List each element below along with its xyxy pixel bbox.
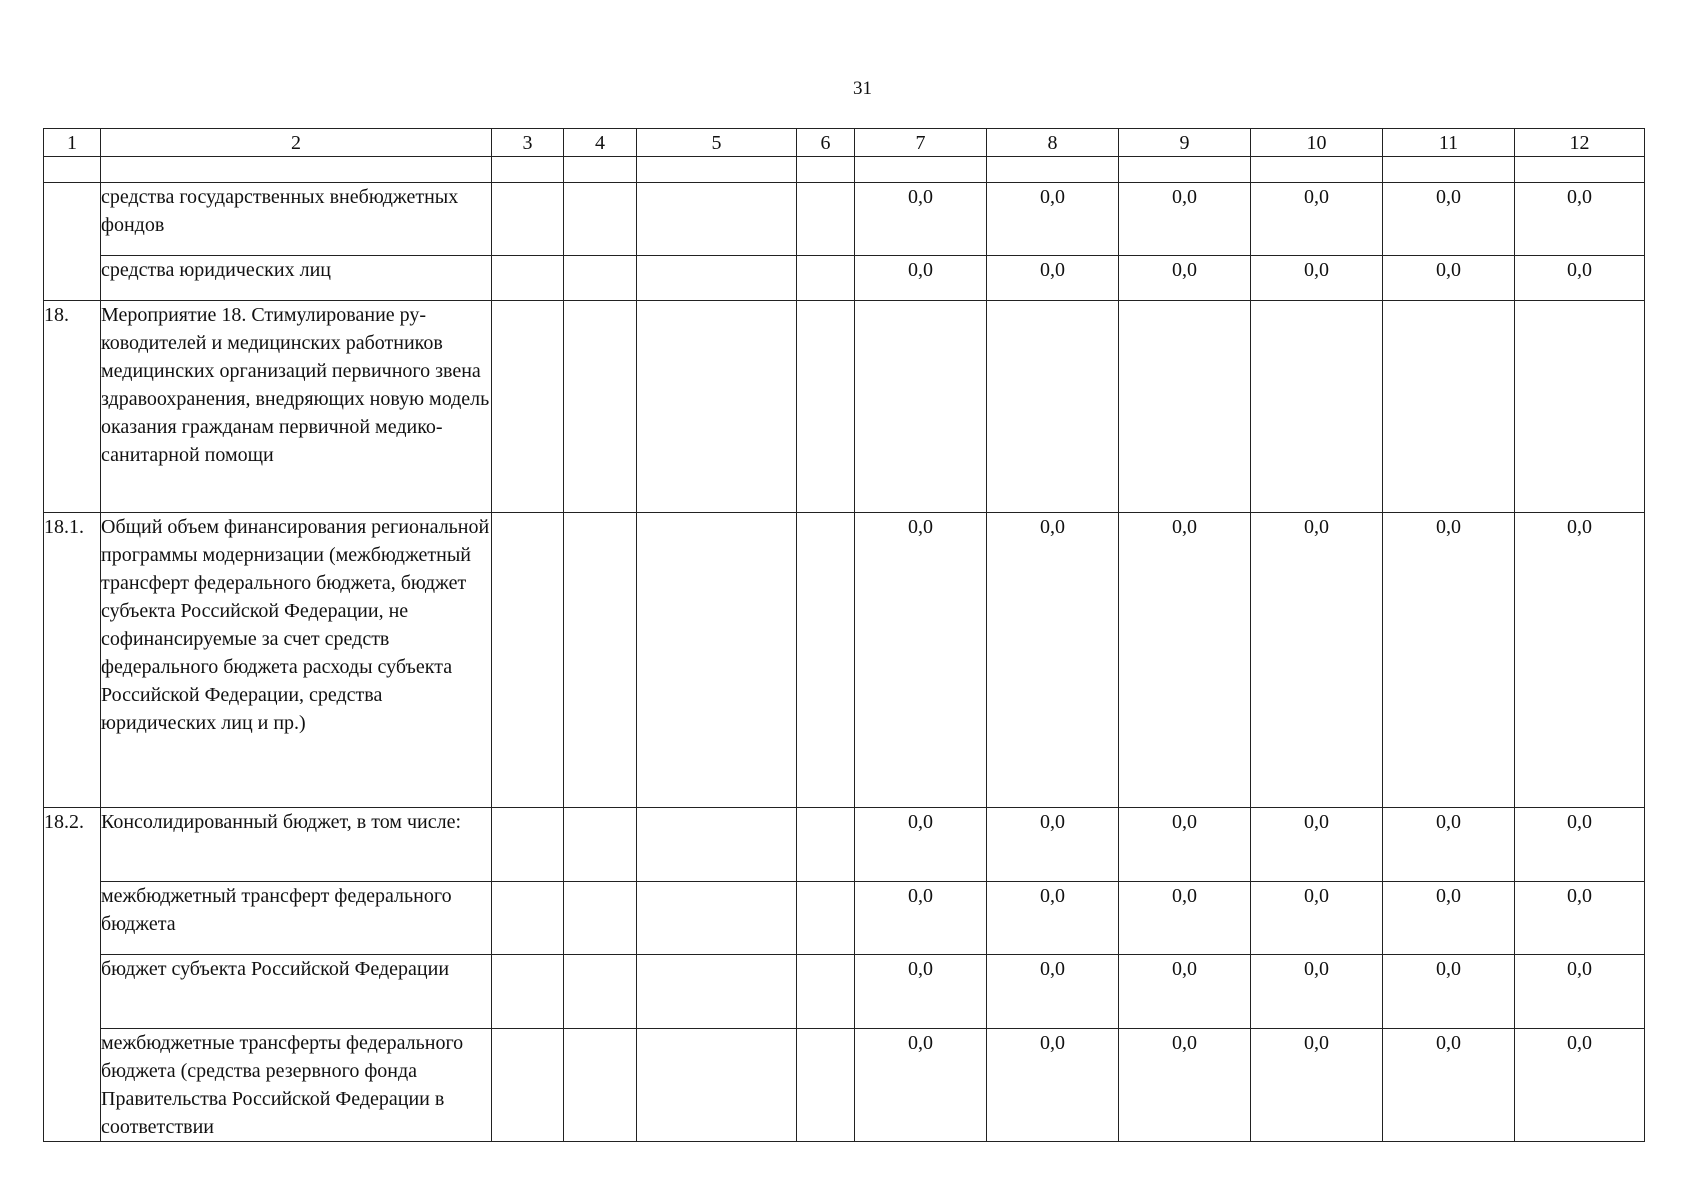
value-cell: 0,0 bbox=[1383, 256, 1515, 301]
column-header: 2 bbox=[101, 129, 492, 157]
value-cell: 0,0 bbox=[855, 955, 987, 1029]
row-description: Мероприятие 18. Стимулирование руководителей и медицинских работников медицинских организаций первичного звена здравоохранения, внедряющих новую модель оказания гражданам первичной медико-санитарной помощи bbox=[101, 301, 492, 513]
table-row bbox=[44, 301, 1645, 513]
spacer-row bbox=[44, 157, 1645, 183]
value-cell: 0,0 bbox=[1119, 256, 1251, 301]
value-cell: 0,0 bbox=[1119, 808, 1251, 882]
value-cell: 0,0 bbox=[855, 1029, 987, 1142]
value-cell: 0,0 bbox=[1515, 882, 1645, 955]
financing-table bbox=[43, 128, 1645, 1142]
table-row bbox=[44, 808, 1645, 882]
value-cell: 0,0 bbox=[987, 882, 1119, 955]
row-description: средства государственных внебюджетных фондов bbox=[101, 183, 492, 256]
value-cell: 0,0 bbox=[1119, 1029, 1251, 1142]
value-cell: 0,0 bbox=[855, 513, 987, 808]
value-cell: 0,0 bbox=[987, 183, 1119, 256]
row-description: межбюджетные трансферты федерального бюджета (средства резервного фонда Правительства Российской Федерации в соответствии bbox=[101, 1029, 492, 1142]
table-row bbox=[44, 513, 1645, 808]
value-cell: 0,0 bbox=[987, 256, 1119, 301]
value-cell: 0,0 bbox=[987, 1029, 1119, 1142]
row-description: межбюджетный трансферт федерального бюджета bbox=[101, 882, 492, 955]
row-description: Общий объем финансирования региональной программы модернизации (межбюджетный трансферт федерального бюджета, бюджет субъекта Российской Федерации, не софинансируемые за счет средств федерального бюджета расходы субъекта Российской Федерации, средства юридических лиц и пр.) bbox=[101, 513, 492, 808]
column-header: 9 bbox=[1119, 129, 1251, 157]
column-header: 6 bbox=[797, 129, 855, 157]
value-cell: 0,0 bbox=[1119, 955, 1251, 1029]
column-header: 11 bbox=[1383, 129, 1515, 157]
value-cell: 0,0 bbox=[1251, 808, 1383, 882]
value-cell: 0,0 bbox=[987, 513, 1119, 808]
row-description: бюджет субъекта Российской Федерации bbox=[101, 955, 492, 1029]
value-cell: 0,0 bbox=[1119, 183, 1251, 256]
row-number-cell bbox=[44, 183, 101, 301]
value-cell: 0,0 bbox=[1383, 808, 1515, 882]
value-cell: 0,0 bbox=[1251, 955, 1383, 1029]
page-number: 31 bbox=[853, 78, 872, 99]
value-cell: 0,0 bbox=[987, 955, 1119, 1029]
value-cell: 0,0 bbox=[1383, 1029, 1515, 1142]
value-cell: 0,0 bbox=[1515, 256, 1645, 301]
column-number-row bbox=[44, 129, 1645, 157]
value-cell: 0,0 bbox=[1251, 882, 1383, 955]
column-header: 4 bbox=[564, 129, 637, 157]
table-row bbox=[44, 955, 1645, 1029]
column-header: 5 bbox=[637, 129, 797, 157]
value-cell: 0,0 bbox=[1119, 882, 1251, 955]
value-cell: 0,0 bbox=[855, 256, 987, 301]
column-header: 7 bbox=[855, 129, 987, 157]
value-cell: 0,0 bbox=[855, 882, 987, 955]
table-row bbox=[44, 256, 1645, 301]
value-cell: 0,0 bbox=[855, 808, 987, 882]
value-cell: 0,0 bbox=[1251, 256, 1383, 301]
value-cell: 0,0 bbox=[1515, 808, 1645, 882]
value-cell: 0,0 bbox=[1515, 955, 1645, 1029]
row-number: 18.2. bbox=[44, 808, 101, 1142]
row-description: Консолидированный бюджет, в том числе: bbox=[101, 808, 492, 882]
table-row bbox=[44, 1029, 1645, 1142]
column-header: 12 bbox=[1515, 129, 1645, 157]
table-row bbox=[44, 183, 1645, 256]
row-number: 18. bbox=[44, 301, 101, 513]
value-cell: 0,0 bbox=[1383, 513, 1515, 808]
value-cell: 0,0 bbox=[1515, 513, 1645, 808]
value-cell: 0,0 bbox=[1515, 183, 1645, 256]
value-cell: 0,0 bbox=[1383, 882, 1515, 955]
value-cell: 0,0 bbox=[1515, 1029, 1645, 1142]
value-cell: 0,0 bbox=[855, 183, 987, 256]
value-cell: 0,0 bbox=[1119, 513, 1251, 808]
value-cell: 0,0 bbox=[1383, 955, 1515, 1029]
value-cell: 0,0 bbox=[1383, 183, 1515, 256]
row-description: средства юридических лиц bbox=[101, 256, 492, 301]
row-number: 18.1. bbox=[44, 513, 101, 808]
column-header: 10 bbox=[1251, 129, 1383, 157]
table-row bbox=[44, 882, 1645, 955]
value-cell: 0,0 bbox=[987, 808, 1119, 882]
column-header: 3 bbox=[492, 129, 564, 157]
value-cell: 0,0 bbox=[1251, 513, 1383, 808]
column-header: 1 bbox=[44, 129, 101, 157]
column-header: 8 bbox=[987, 129, 1119, 157]
value-cell: 0,0 bbox=[1251, 183, 1383, 256]
value-cell: 0,0 bbox=[1251, 1029, 1383, 1142]
